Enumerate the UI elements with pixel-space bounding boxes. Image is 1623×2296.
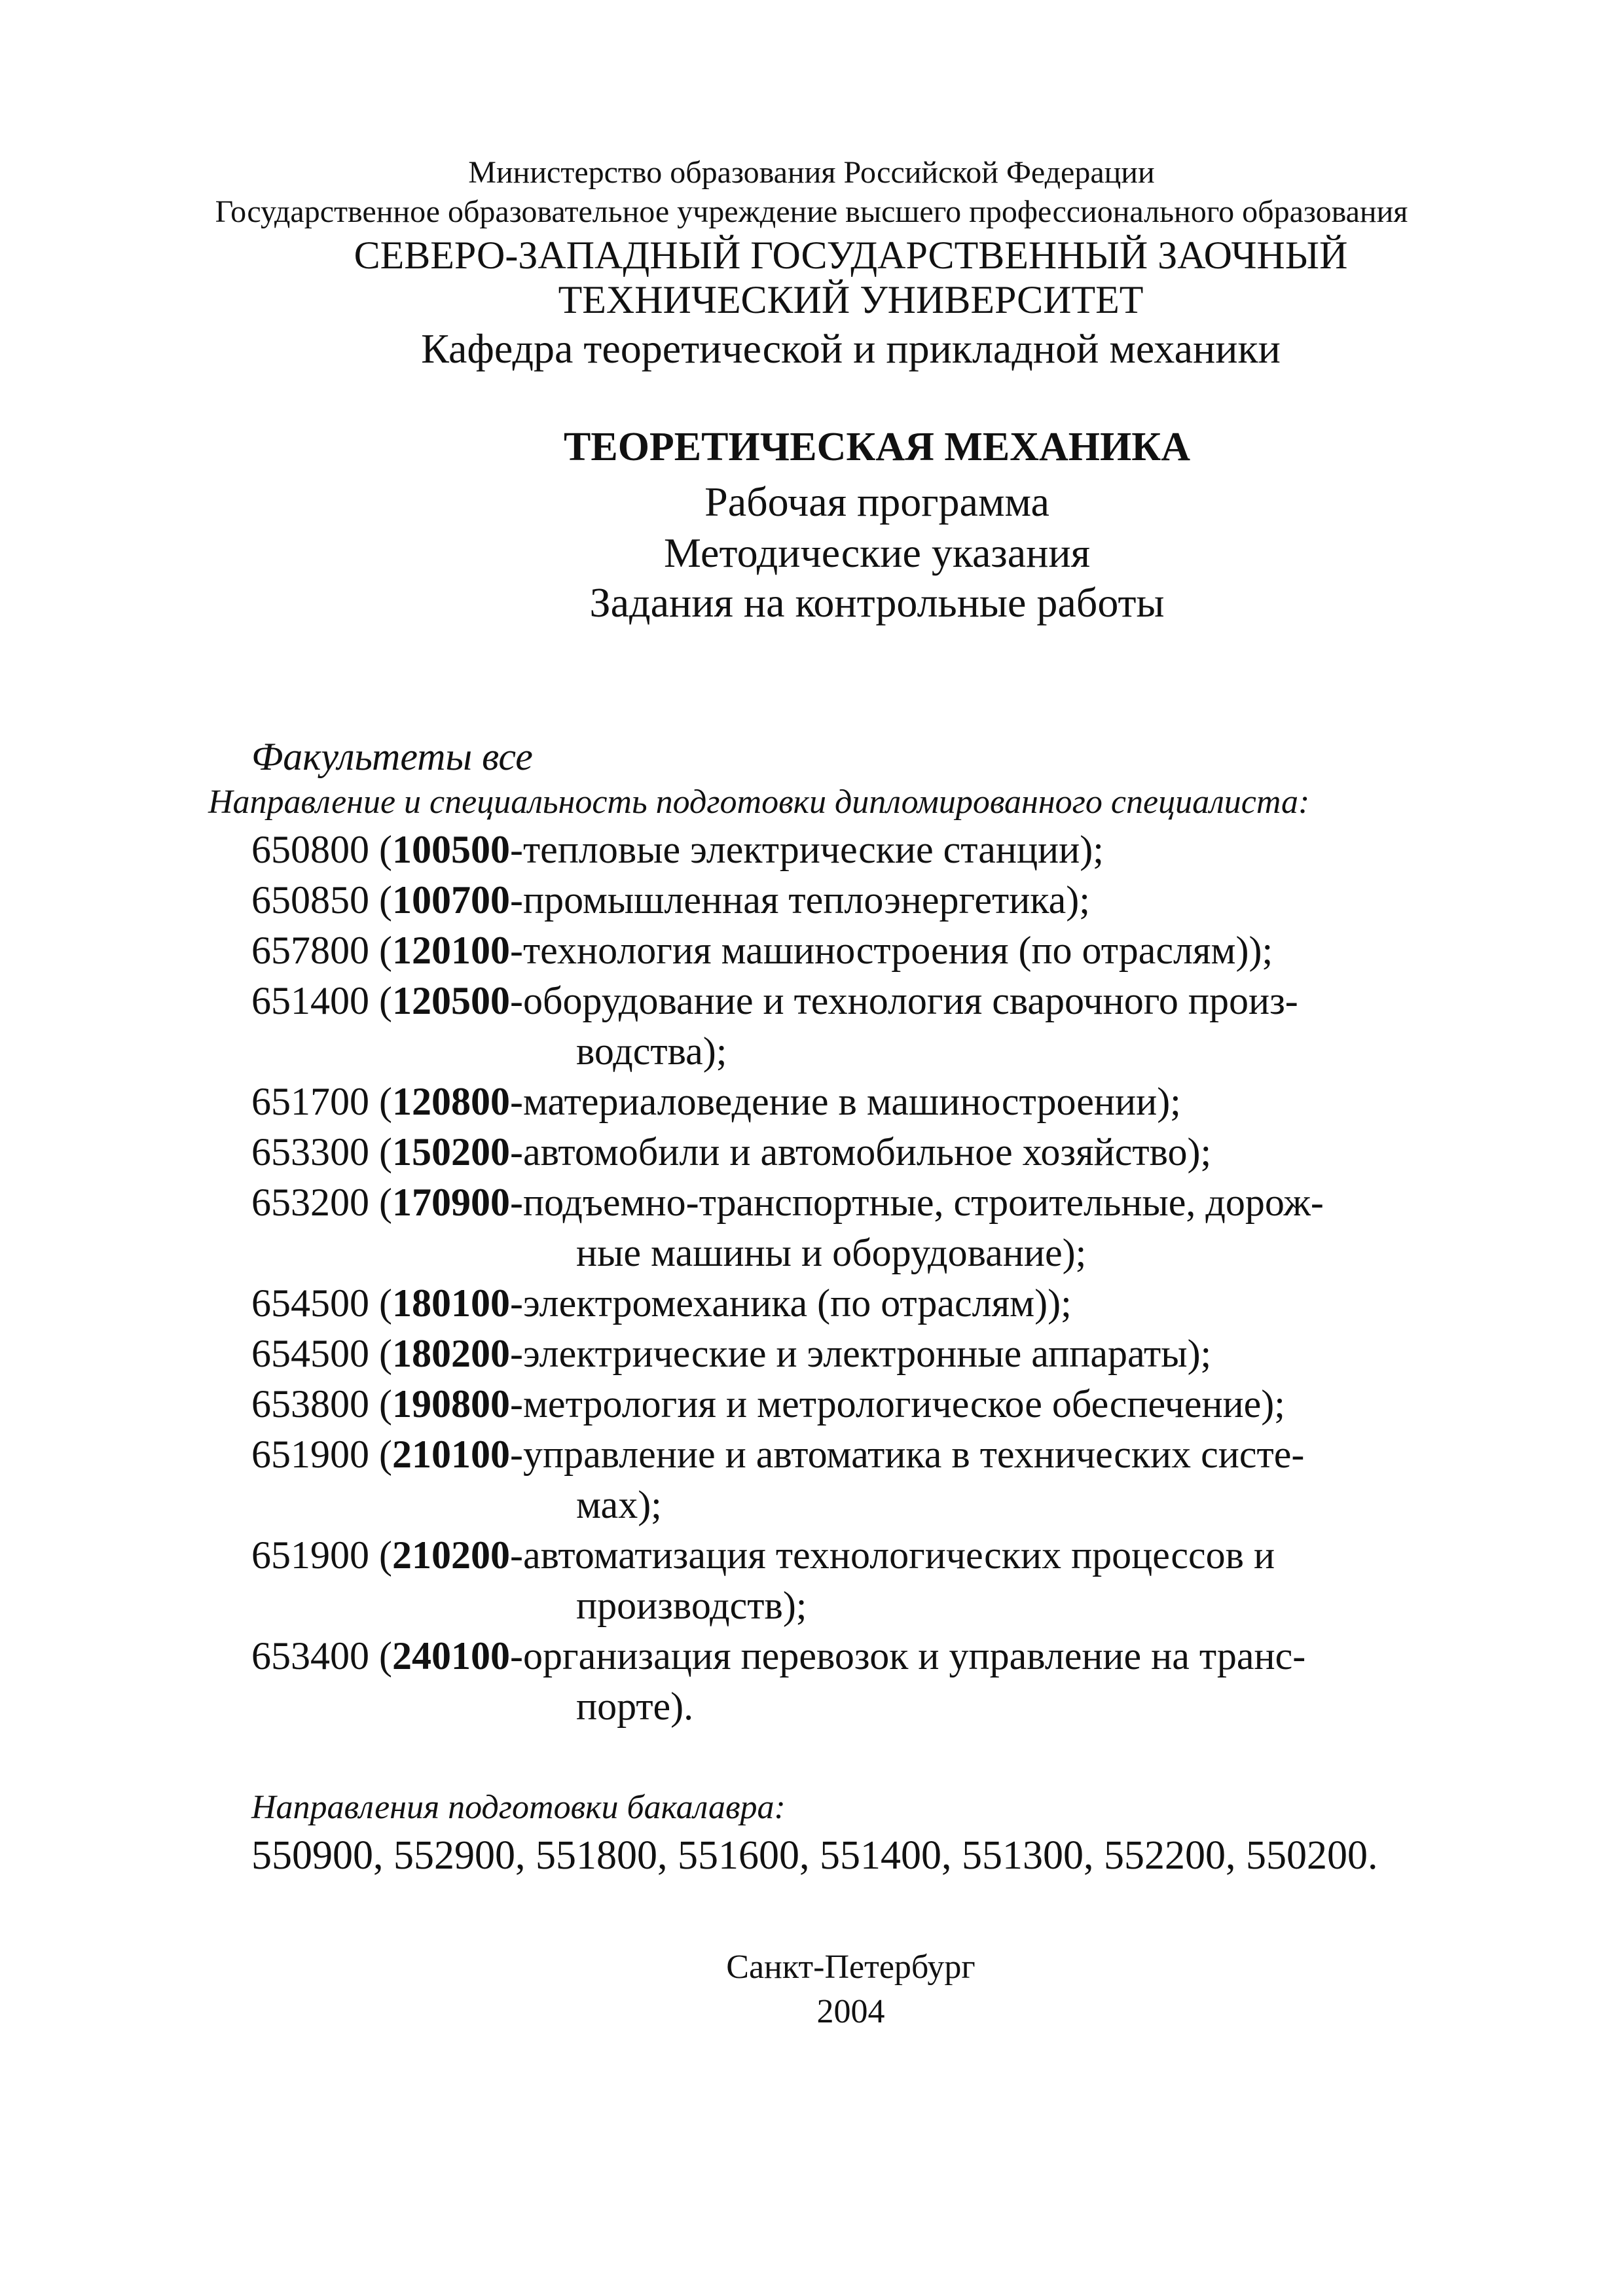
direction-code: 651900: [251, 1433, 369, 1476]
speciality-title: -материаловедение в машиностроении);: [509, 1080, 1181, 1123]
speciality-code: 120500: [392, 979, 510, 1022]
speciality-title-continuation: порте).: [576, 1685, 694, 1728]
speciality-item: 654500 (180100-электромеханика (по отраслям));: [251, 1282, 1072, 1325]
speciality-item: 650850 (100700-промышленная теплоэнергетика);: [251, 878, 1090, 922]
speciality-title: -электромеханика (по отраслям));: [509, 1282, 1072, 1325]
direction-label: Направление и специальность подготовки дипломированного специалиста:: [208, 783, 1310, 821]
direction-code: 651400: [251, 979, 369, 1022]
speciality-code: 100700: [392, 878, 510, 922]
direction-code: 650800: [251, 828, 369, 871]
faculties-line: Факультеты все: [251, 735, 533, 778]
direction-code: 657800: [251, 929, 369, 972]
bachelor-label: Направления подготовки бакалавра:: [251, 1789, 786, 1826]
direction-code: 651700: [251, 1080, 369, 1123]
speciality-item: 653800 (190800-метрология и метрологическое обеспечение);: [251, 1382, 1285, 1426]
speciality-item: 657800 (120100-технология машиностроения (по отраслям));: [251, 929, 1273, 972]
speciality-title-continuation: ные машины и оборудование);: [576, 1231, 1087, 1274]
direction-code: 650850: [251, 878, 369, 922]
speciality-item: 651400 (120500-оборудование и технология сварочного произ- водства);: [251, 976, 1535, 1077]
subtitle-assignments: Задания на контрольные работы: [589, 579, 1165, 626]
speciality-title: -тепловые электрические станции);: [509, 828, 1104, 871]
speciality-title-continuation: водства);: [576, 1030, 727, 1073]
speciality-item: 653200 (170900-подъемно-транспортные, строительные, дорож- ные машины и оборудование);: [251, 1177, 1535, 1278]
bachelor-codes: 550900, 552900, 551800, 551600, 551400, 551300, 552200, 550200.: [251, 1833, 1378, 1878]
speciality-item: 651700 (120800-материаловедение в машиностроении);: [251, 1080, 1181, 1123]
direction-code: 653300: [251, 1130, 369, 1174]
speciality-item: 653400 (240100-организация перевозок и управление на транс- порте).: [251, 1631, 1535, 1732]
city: Санкт-Петербург: [726, 1948, 976, 1986]
speciality-title: -оборудование и технология сварочного произ-: [509, 979, 1298, 1022]
ministry-line: Министерство образования Российской Федерации: [468, 155, 1155, 190]
speciality-title: -автоматизация технологических процессов и: [509, 1534, 1275, 1577]
document-title: ТЕОРЕТИЧЕСКАЯ МЕХАНИКА: [564, 425, 1190, 469]
speciality-list: [251, 825, 1535, 1732]
speciality-code: 170900: [392, 1181, 510, 1224]
speciality-title-continuation: мах);: [576, 1483, 662, 1526]
speciality-title: -технология машиностроения (по отраслям));: [509, 929, 1273, 972]
speciality-code: 180200: [392, 1332, 510, 1375]
year: 2004: [816, 1993, 885, 2030]
institution-type-line: Государственное образовательное учреждение высшего профессионального образования: [215, 194, 1408, 229]
subtitle-work-program: Рабочая программа: [704, 478, 1049, 525]
speciality-title-continuation: производств);: [576, 1584, 807, 1627]
speciality-title: -организация перевозок и управление на транс-: [509, 1634, 1306, 1677]
speciality-title: -управление и автоматика в технических систе-: [509, 1433, 1305, 1476]
speciality-code: 100500: [392, 828, 510, 871]
speciality-code: 210200: [392, 1534, 510, 1577]
speciality-code: 150200: [392, 1130, 510, 1174]
speciality-item: 654500 (180200-электрические и электронные аппараты);: [251, 1332, 1212, 1375]
university-name-line1: СЕВЕРО-ЗАПАДНЫЙ ГОСУДАРСТВЕННЫЙ ЗАОЧНЫЙ: [354, 234, 1348, 277]
department-name: Кафедра теоретической и прикладной механики: [421, 325, 1281, 372]
direction-code: 654500: [251, 1282, 369, 1325]
speciality-title: -метрология и метрологическое обеспечение);: [509, 1382, 1285, 1426]
direction-code: 653400: [251, 1634, 369, 1677]
speciality-item: 653300 (150200-автомобили и автомобильное хозяйство);: [251, 1130, 1212, 1174]
speciality-code: 190800: [392, 1382, 510, 1426]
direction-code: 654500: [251, 1332, 369, 1375]
speciality-code: 210100: [392, 1433, 510, 1476]
subtitle-guidelines: Методические указания: [663, 529, 1091, 576]
speciality-code: 120800: [392, 1080, 510, 1123]
speciality-item: 650800 (100500-тепловые электрические станции);: [251, 828, 1104, 871]
speciality-title: -промышленная теплоэнергетика);: [509, 878, 1090, 922]
speciality-code: 180100: [392, 1282, 510, 1325]
speciality-code: 120100: [392, 929, 510, 972]
speciality-code: 240100: [392, 1634, 510, 1677]
direction-code: 651900: [251, 1534, 369, 1577]
speciality-item: 651900 (210200-автоматизация технологических процессов и производств);: [251, 1530, 1535, 1631]
speciality-item: 651900 (210100-управление и автоматика в технических систе- мах);: [251, 1429, 1535, 1530]
university-name-line2: ТЕХНИЧЕСКИЙ УНИВЕРСИТЕТ: [558, 278, 1144, 321]
speciality-title: -подъемно-транспортные, строительные, дорож-: [509, 1181, 1324, 1224]
direction-code: 653200: [251, 1181, 369, 1224]
speciality-title: -автомобили и автомобильное хозяйство);: [509, 1130, 1212, 1174]
speciality-title: -электрические и электронные аппараты);: [509, 1332, 1212, 1375]
direction-code: 653800: [251, 1382, 369, 1426]
